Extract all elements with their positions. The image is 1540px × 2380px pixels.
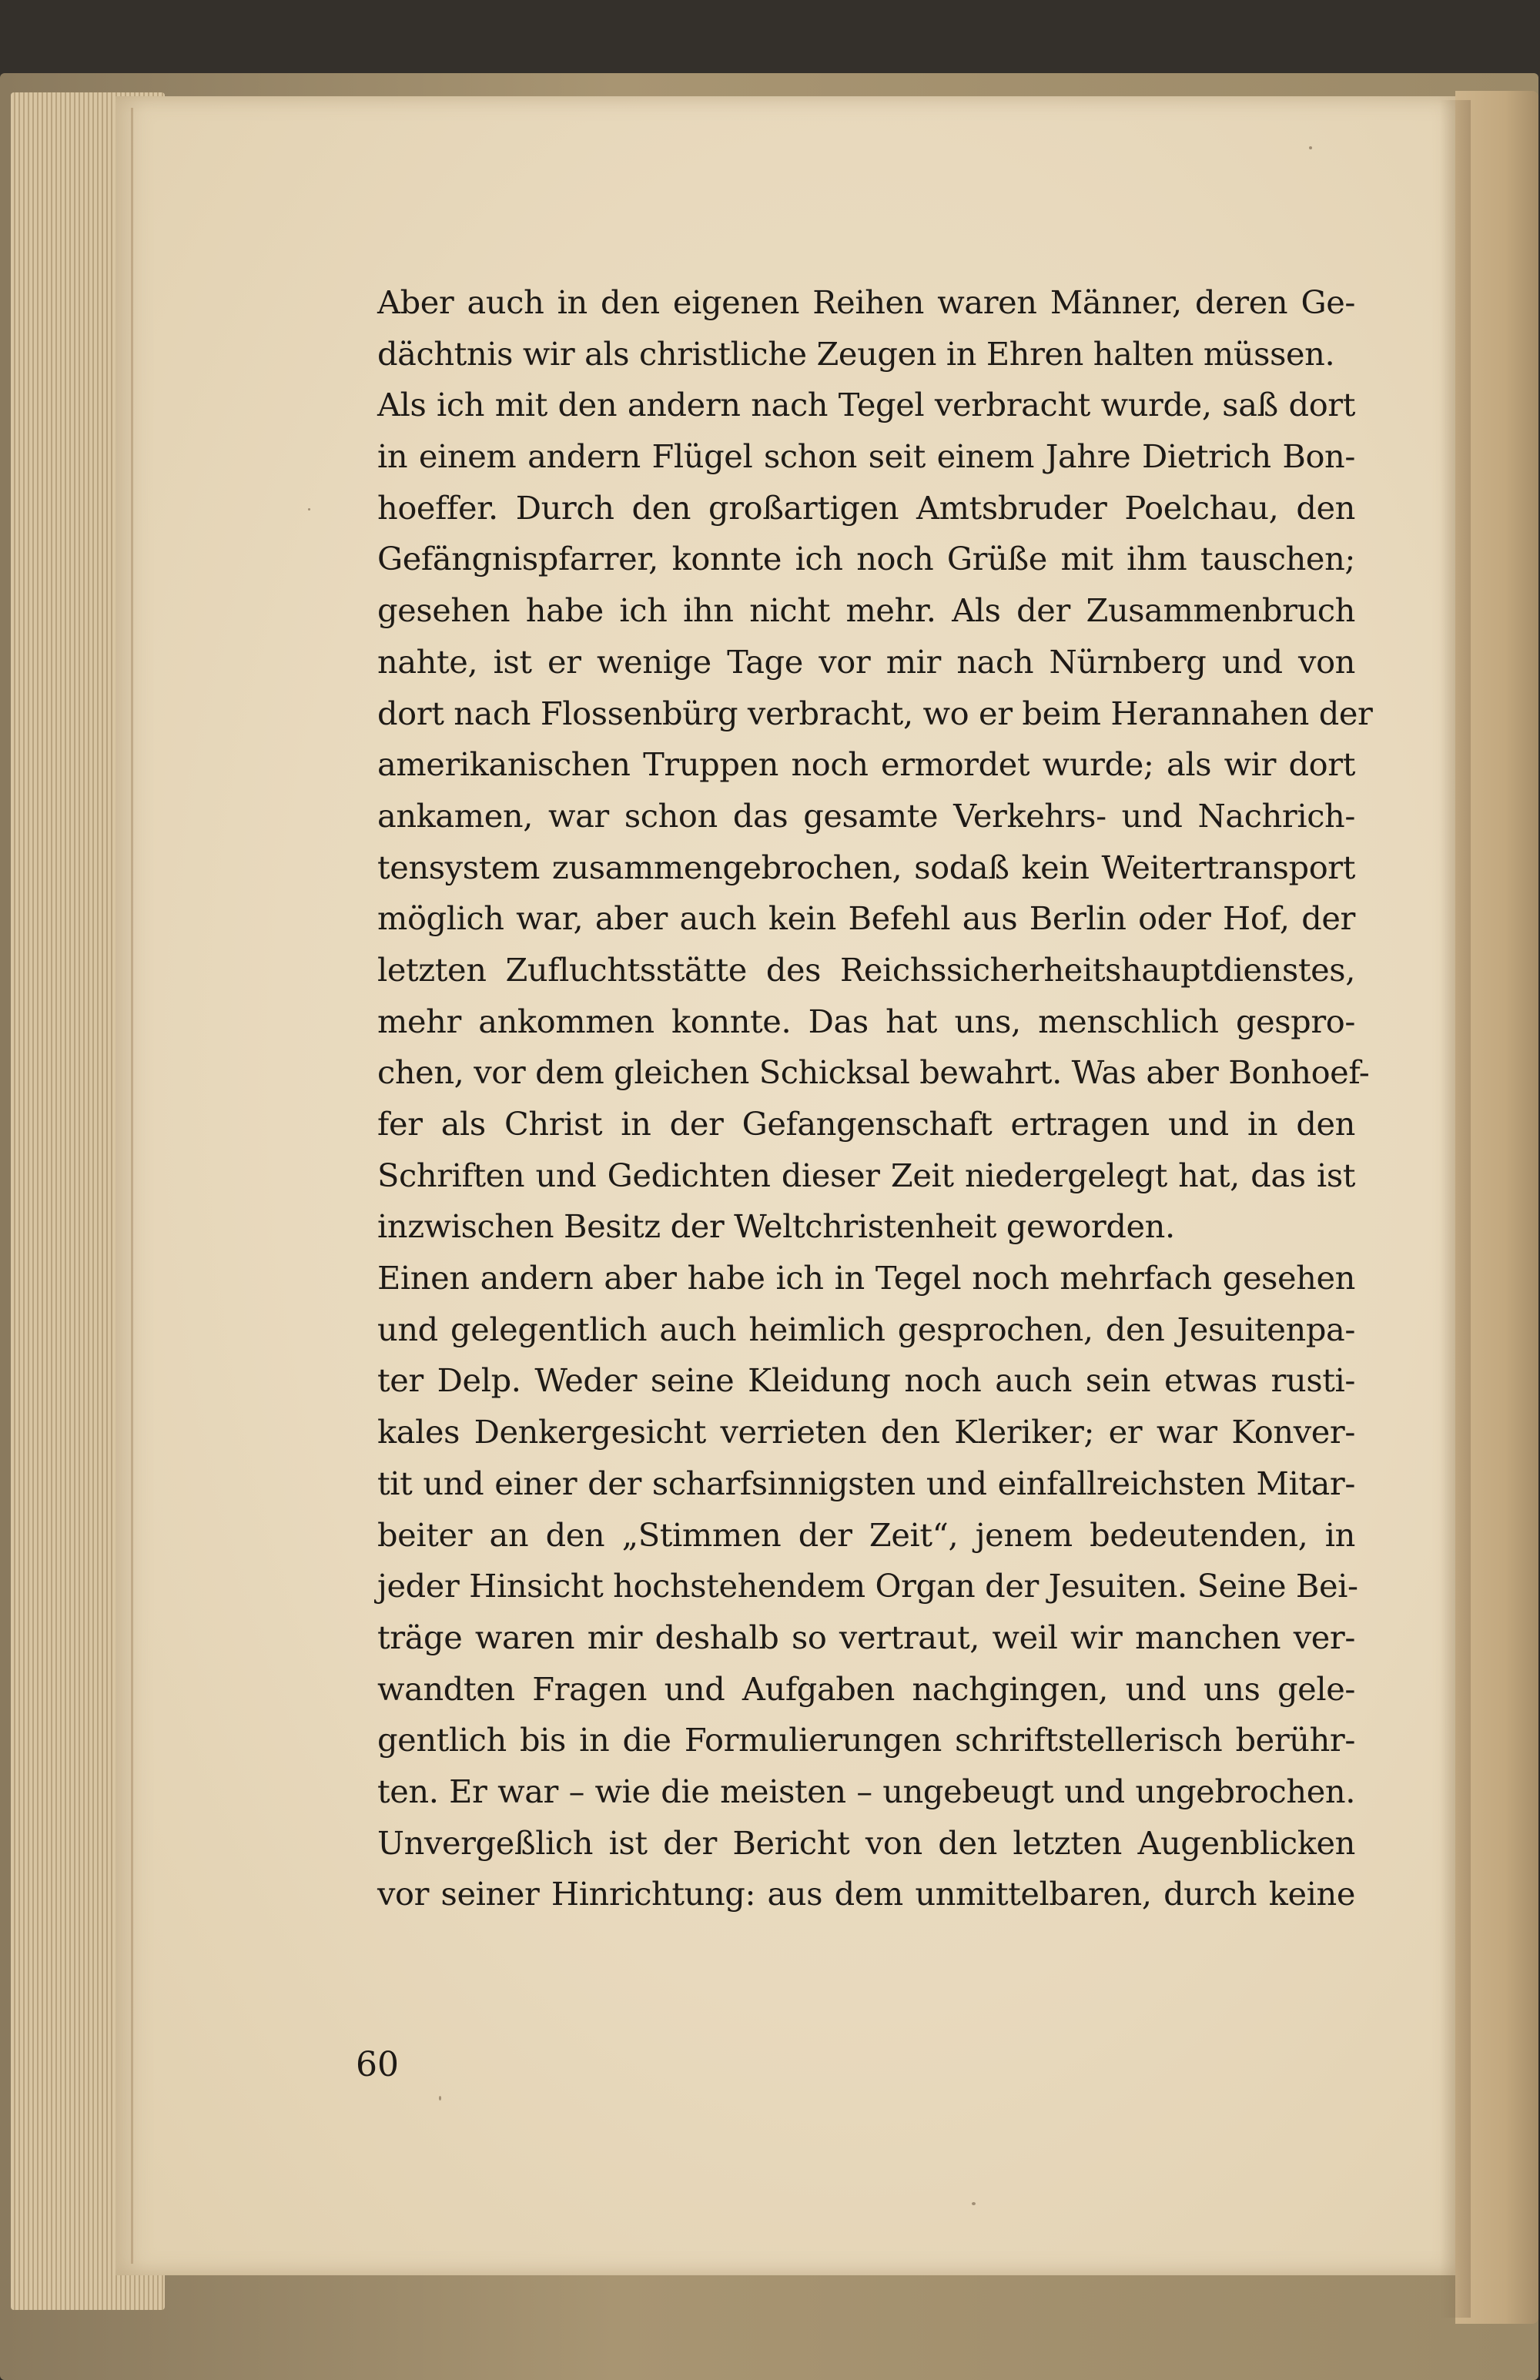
text-line: dort nach Flossenbürg verbracht, wo er beim Herannahen der bbox=[377, 694, 1373, 732]
paper-speck bbox=[308, 508, 310, 510]
text-line: Unvergeßlich ist der Bericht von den letzten Augenblicken bbox=[377, 1823, 1355, 1862]
text-line: jeder Hinsicht hochstehendem Organ der Jesuiten. Seine Bei- bbox=[377, 1567, 1358, 1605]
gutter-line bbox=[131, 108, 133, 2264]
text-line: kales Denkergesicht verrieten den Kleriker; er war Konver- bbox=[377, 1413, 1355, 1451]
text-line: tit und einer der scharfsinnigsten und einfallreichsten Mitar- bbox=[377, 1464, 1355, 1502]
text-line: wandten Fragen und Aufgaben nachgingen, und uns gele- bbox=[377, 1669, 1355, 1708]
text-line: Einen andern aber habe ich in Tegel noch mehrfach gesehen bbox=[377, 1259, 1355, 1297]
text-line: Aber auch in den eigenen Reihen waren Männer, deren Ge- bbox=[377, 283, 1355, 321]
text-line: nahte, ist er wenige Tage vor mir nach Nürnberg und von bbox=[377, 642, 1355, 681]
text-line: letzten Zufluchtsstätte des Reichssicherheitshauptdienstes, bbox=[377, 950, 1355, 989]
text-line: vor seiner Hinrichtung: aus dem unmittelbaren, durch keine bbox=[377, 1875, 1355, 1913]
page-number: 60 bbox=[356, 2045, 399, 2084]
text-line: dächtnis wir als christliche Zeugen in Ehren halten müssen. bbox=[377, 334, 1335, 373]
text-line: ankamen, war schon das gesamte Verkehrs- und Nachrich- bbox=[377, 796, 1355, 835]
body-text bbox=[377, 277, 1373, 1920]
text-line: ten. Er war – wie die meisten – ungebeugt und ungebrochen. bbox=[377, 1772, 1355, 1810]
text-line: inzwischen Besitz der Weltchristenheit geworden. bbox=[377, 1207, 1175, 1246]
text-line: amerikanischen Truppen noch ermordet wurde; als wir dort bbox=[377, 745, 1355, 784]
text-line: träge waren mir deshalb so vertraut, weil wir manchen ver- bbox=[377, 1618, 1355, 1656]
text-line: Als ich mit den andern nach Tegel verbracht wurde, saß dort bbox=[377, 386, 1355, 424]
text-line: ter Delp. Weder seine Kleidung noch auch sein etwas rusti- bbox=[377, 1361, 1355, 1400]
text-line: Schriften und Gedichten dieser Zeit niedergelegt hat, das ist bbox=[377, 1156, 1355, 1194]
text-line: fer als Christ in der Gefangenschaft ertragen und in den bbox=[377, 1105, 1355, 1143]
text-line: und gelegentlich auch heimlich gesprochen, den Jesuitenpa- bbox=[377, 1310, 1355, 1348]
text-line: hoeffer. Durch den großartigen Amtsbruder Poelchau, den bbox=[377, 488, 1355, 527]
page-fold-shadow bbox=[1440, 100, 1471, 2318]
text-line: Gefängnispfarrer, konnte ich noch Grüße mit ihm tauschen; bbox=[377, 540, 1355, 578]
text-line: chen, vor dem gleichen Schicksal bewahrt. Was aber Bonhoef- bbox=[377, 1053, 1370, 1092]
text-line: in einem andern Flügel schon seit einem Jahre Dietrich Bon- bbox=[377, 437, 1355, 476]
text-line: beiter an den „Stimmen der Zeit“, jenem bedeutenden, in bbox=[377, 1515, 1355, 1554]
text-line: mehr ankommen konnte. Das hat uns, menschlich gespro- bbox=[377, 1002, 1355, 1040]
text-line: gesehen habe ich ihn nicht mehr. Als der Zusammenbruch bbox=[377, 591, 1355, 630]
paper-speck bbox=[439, 2096, 441, 2100]
paper-speck bbox=[1309, 146, 1312, 149]
text-line: tensystem zusammengebrochen, sodaß kein Weitertransport bbox=[377, 848, 1355, 886]
text-line: möglich war, aber auch kein Befehl aus Berlin oder Hof, der bbox=[377, 899, 1355, 938]
paper-speck bbox=[972, 2202, 976, 2205]
text-line: gentlich bis in die Formulierungen schriftstellerisch berühr- bbox=[377, 1721, 1355, 1759]
